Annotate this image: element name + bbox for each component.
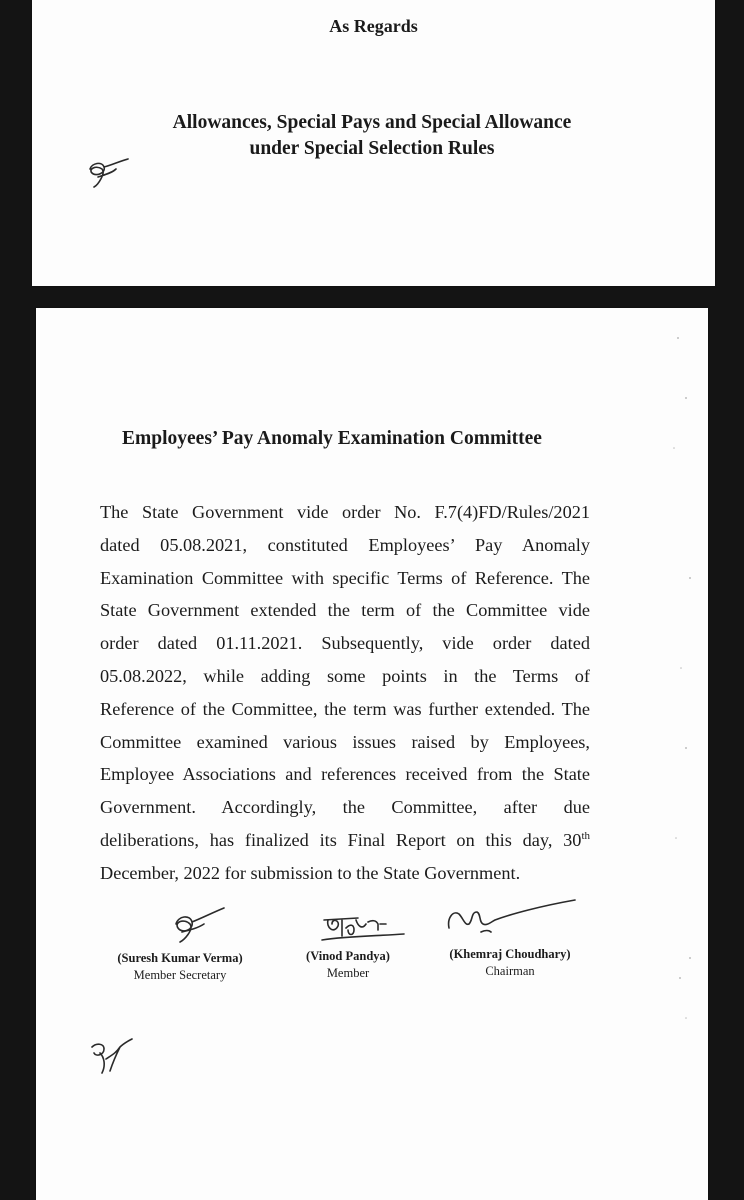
body-line-text: deliberations, has finalized its Final Report on this day, 30	[100, 829, 582, 850]
signatory-name: (Vinod Pandya)	[306, 949, 390, 963]
body-line: 05.08.2022, while adding some points in the Terms of	[100, 665, 590, 686]
title-line-2: under Special Selection Rules	[249, 138, 495, 159]
body-line: The State Government vide order No. F.7(4)FD/Rules/2021	[100, 502, 590, 522]
body-line-with-date	[100, 824, 590, 857]
title-line-1: Allowances, Special Pays and Special Allowance	[172, 112, 572, 133]
scan-speckles-icon	[656, 318, 706, 1178]
as-regards-heading: As Regards	[329, 16, 418, 36]
signatory-role: Member Secretary	[133, 968, 227, 982]
signatory-role: Member	[326, 966, 370, 980]
initials-signature-icon	[82, 155, 142, 195]
body-line: December, 2022 for submission to the State Government.	[100, 862, 521, 883]
allowances-title	[112, 110, 632, 162]
verma-signature-icon	[162, 906, 232, 950]
committee-heading: Employees’ Pay Anomaly Examination Committee	[122, 428, 542, 449]
date-superscript: th	[581, 829, 590, 842]
body-line: dated 05.08.2021, constituted Employees’ Pay Anomaly	[100, 534, 590, 555]
body-line: Examination Committee with specific Terms of Reference. The	[100, 567, 590, 588]
signatory-name: (Suresh Kumar Verma)	[117, 951, 243, 965]
body-line: State Government extended the term of the Committee vide	[100, 600, 590, 621]
signatory-name: (Khemraj Choudhary)	[449, 947, 571, 961]
signatory-member	[284, 948, 412, 982]
pandya-signature-icon	[318, 906, 408, 946]
report-body-paragraph	[100, 496, 590, 890]
body-line: Reference of the Committee, the term was further extended. The	[100, 698, 590, 719]
initials-mark-icon	[86, 1033, 146, 1083]
signatory-role: Chairman	[485, 964, 535, 978]
bottom-document-page	[36, 308, 708, 1200]
signatory-chairman	[430, 946, 590, 980]
body-line: order dated 01.11.2021. Subsequently, vide order dated	[100, 633, 590, 654]
body-line: Employee Associations and references received from the State	[100, 764, 590, 785]
top-document-page	[32, 0, 715, 286]
body-line: Government. Accordingly, the Committee, after due	[100, 797, 590, 818]
choudhary-signature-icon	[441, 898, 581, 942]
signatory-member-secretary	[98, 950, 262, 984]
body-line: Committee examined various issues raised by Employees,	[100, 731, 590, 752]
